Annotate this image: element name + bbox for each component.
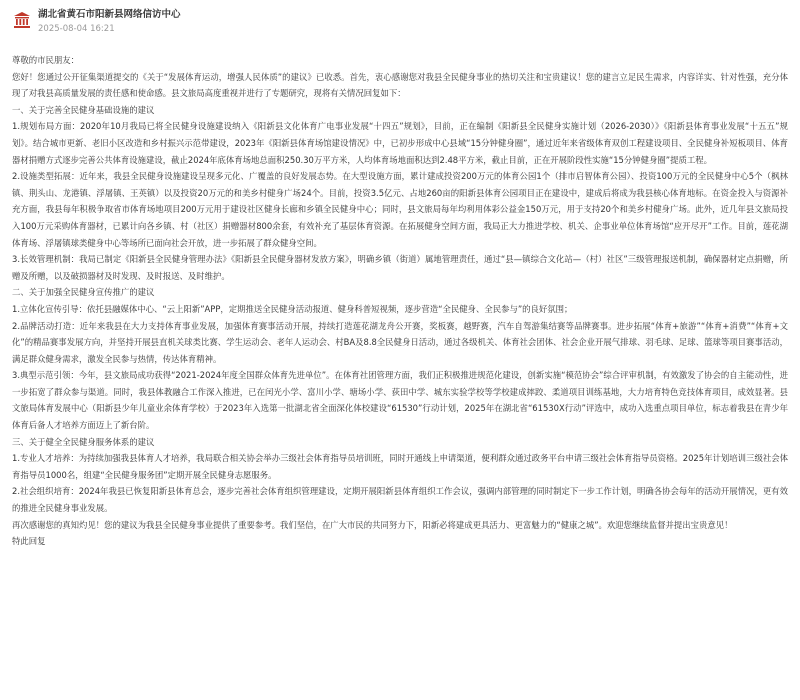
reply-header xyxy=(12,8,788,42)
paragraph-3-1: 1.专业人才培养：为持续加强我县体育人才培养，我局联合相关协会举办三级社会体育指导员培训班，同时开通线上申请渠道，便利群众通过政务平台申请三级社会体育指导员资格。2025年计划培训三级社会体育指导员1000名，组建“全民健身服务团”定期开展全民健身志愿服务。 xyxy=(12,453,788,480)
government-building-icon xyxy=(12,10,32,30)
paragraph-1-1: 1.规划布局方面：2020年10月我局已将全民健身设施建设纳入《阳新县文化体育广电事业发展“十四五”规划》，目前，正在编制《阳新县全民健身实施计划（2026-2030）》《阳新县体育事业发展“十五五”规划》。结合城市更新、老旧小区改造和乡村振兴示范带建设，2023年《阳新县体育场馆建设情况》中，已初步形成中心县域“15分钟健身圈”，通过近年来省级体育双创工程建设项目、全民健身补短板项目、体育器材捐赠方式逐步完善公共体育设施建设，截止2024年底体育场地总面积250.30万平方米，人均体育场地面积达到2.48平方米，截止目前，正在开展阶段性实施“15分钟健身圈”提质工程。 xyxy=(12,121,788,165)
paragraph-2-2: 2.品牌活动打造：近年来我县在大力支持体育事业发展，加强体育赛事活动开展，持续打造莲花湖龙舟公开赛，奖板赛，越野赛，汽车自驾游集结赛等品牌赛事。进步拓展“体育+旅游”“体育+消费”“体育+文化”的精品赛事发展方向，并坚持开展县直机关球类比赛、学生运动会、老年人运动会、村BA及8.8全民健身日活动，通过各级机关、体育社会团体、社会企业开展气排球、羽毛球、足球、篮球等项目赛事活动，满足群众健身需求，激发全民参与热情，传达体育精神。 xyxy=(12,320,788,364)
paragraph-3-2: 2.社会组织培育：2024年我县已恢复阳新县体育总会，逐步完善社会体育组织管理建设，定期开展阳新县体育组织工作会议，强调内部管理的同时制定下一步工作计划，明确各协会每年的活动开展情况，更有效的推进全民健身事业发展。 xyxy=(12,486,788,514)
org-name[interactable]: 湖北省黄石市阳新县网络信访中心 xyxy=(38,9,181,20)
reply-content xyxy=(12,52,788,550)
paragraph-intro: 您好！您通过公开征集渠道提交的《关于“发展体育运动，增强人民体质”的建议》已收悉。首先，衷心感谢您对我县全民健身事业的热切关注和宝贵建议！您的建言立足民生需求，内容详实、针对性强，充分体现了对我县高质量发展的责任感和使命感。县文旅局高度重视并进行了专题研究，现将有关情况回复如下： xyxy=(12,71,788,99)
reply-date: 2025-08-04 16:21 xyxy=(38,24,115,34)
paragraph-1-3: 3.长效管理机制：我局已制定《阳新县全民健身管理办法》《阳新县全民健身器材发放方案》，明确乡镇（街道）属地管理责任，通过“县—镇综合文化站—（村）社区”三级管理报送机制，确保器材定点捐赠，所赠及所赠，以及破损器材及时发现、及时报送、及时维护。 xyxy=(12,254,788,281)
header-text xyxy=(38,8,181,36)
paragraph-2-1: 1.立体化宣传引导：依托县融媒体中心、“云上阳新”APP，定期推送全民健身活动报道、健身科普短视频，逐步营造“全民健身、全民参与”的良好氛围； xyxy=(12,303,573,314)
sign-off: 特此回复 xyxy=(12,536,46,547)
paragraph-2-3: 3.典型示范引领：今年，县文旅局成功获得“2021-2024年度全国群众体育先进单位”。在体育社团管理方面，我们正积极推进规范化建设，创新实施“模范协会”综合评审机制，有效激发了协会的自主能动性，进一步拓宽了群众参与渠道。同时，我县体教融合工作深入推进，已在闰光小学、富川小学、塘场小学、荻田中学、城东实验学校等学校建成摔跤、柔道项目训练基地，大力培育特色竞技体育项目，成效显著。县文旅局体育发展中心（阳新县少年儿童业余体育学校）于2023年入选第一批湖北省全面深化体校建设“61530”行动计划，2025年在湖北省“61530X行动”评选中，成功入选重点项目单位，标志着我县在青少年体育后备人才培养方面迈上了新台阶。 xyxy=(12,370,788,431)
section-heading-2: 二、关于加强全民健身宣传推广的建议 xyxy=(12,287,155,298)
section-heading-1: 一、关于完善全民健身基础设施的建议 xyxy=(12,104,155,115)
greeting: 尊敬的市民朋友： xyxy=(12,55,79,65)
section-heading-3: 三、关于健全全民健身服务体系的建议 xyxy=(12,436,155,447)
paragraph-1-2: 2.设施类型拓展：近年来，我县全民健身设施建设呈现多元化、广覆盖的良好发展态势。在大型设施方面，累计建成投资200万元的体育公园1个（排市启智体育公园）、投资100万元的全民健身中心5个（枫林镇、荆头山、龙港镇、浮屠镇、王英镇）以及投资20万元的和美乡村健身广场24个。目前，投资3.5亿元、占地260亩的阳新县体育公园项目正在建设中，建成后将成为我县核心体育地标。在资金投入与资源补充方面，我县每年积极争取省市体育场地项目200万元用于建设社区健身长廊和乡镇全民健身中心；同时，县文旅局每年均利用体彩公益金150万元，用于支持20个和美乡村健身广场。此外，近几年县文旅局投入100万元采购体育器材，已累计向各乡镇、村（社区）捐赠器材800余套，有效补充了基层体育资源。在拓展健身空间方面，我局正大力推进学校、机关、企事业单位体育场馆“应开尽开”工作。目前，莲花湖体育场、浮屠镇球类健身中心等场所已面向社会开放，进一步拓展了群众健身空间。 xyxy=(12,171,788,248)
paragraph-closing: 再次感谢您的真知灼见！您的建议为我县全民健身事业提供了重要参考。我们坚信，在广大市民的共同努力下，阳新必将建成更具活力、更富魅力的“健康之城”。欢迎您继续监督并提出宝贵意见！ xyxy=(12,519,733,530)
